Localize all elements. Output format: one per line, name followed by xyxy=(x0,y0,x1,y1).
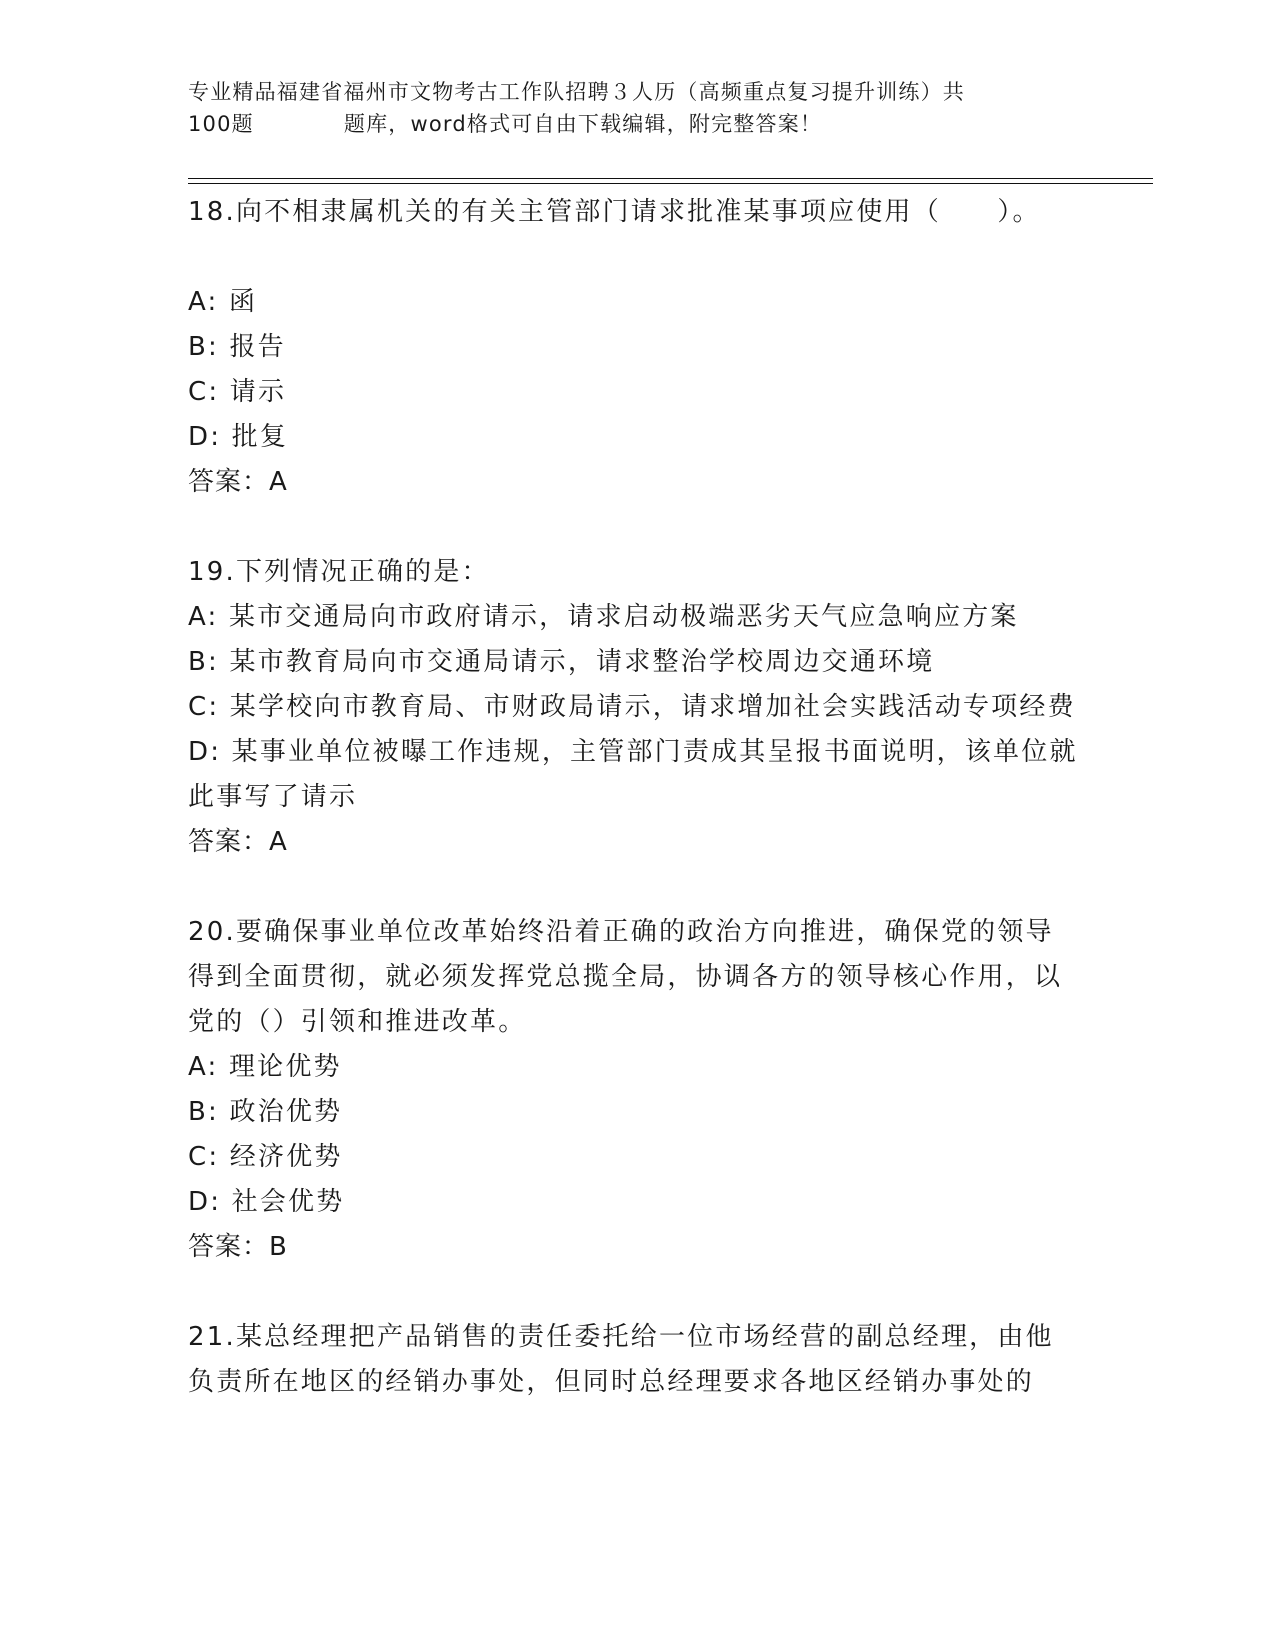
header-line-2 xyxy=(188,108,1078,140)
header-divider-bottom xyxy=(188,183,1153,184)
question-20 xyxy=(188,910,1078,1270)
option-d: D: 批复 xyxy=(188,422,289,452)
option-a: A: 某市交通局向市政府请示，请求启动极端恶劣天气应急响应方案 xyxy=(188,602,1019,632)
answer-label: 答案：A xyxy=(188,467,288,497)
document-header xyxy=(188,76,1078,140)
header-description: 题库，word格式可自由下载编辑，附完整答案！ xyxy=(343,112,823,136)
option-b: B: 某市教育局向市交通局请示，请求整治学校周边交通环境 xyxy=(188,647,935,677)
question-19 xyxy=(188,550,1078,865)
header-divider-top xyxy=(188,178,1153,179)
header-line-1: 专业精品福建省福州市文物考古工作队招聘３人历（高频重点复习提升训练）共 xyxy=(188,80,965,104)
option-d: D: 某事业单位被曝工作违规，主管部门责成其呈报书面说明，该单位就此事写了请示 xyxy=(188,737,1078,812)
question-21 xyxy=(188,1315,1078,1405)
header-count: 100题 xyxy=(188,112,254,136)
question-18 xyxy=(188,190,1078,505)
option-b: B: 政治优势 xyxy=(188,1097,343,1127)
question-list xyxy=(188,190,1078,1405)
option-b: B: 报告 xyxy=(188,332,286,362)
answer-label: 答案：B xyxy=(188,1232,288,1262)
option-c: C: 某学校向市教育局、市财政局请示，请求增加社会实践活动专项经费 xyxy=(188,692,1076,722)
option-a: A: 理论优势 xyxy=(188,1052,342,1082)
option-c: C: 请示 xyxy=(188,377,287,407)
answer-label: 答案：A xyxy=(188,827,288,857)
question-stem: 20.要确保事业单位改革始终沿着正确的政治方向推进，确保党的领导得到全面贯彻，就必须发挥党总揽全局，协调各方的领导核心作用，以党的（）引领和推进改革。 xyxy=(188,917,1063,1037)
option-d: D: 社会优势 xyxy=(188,1187,345,1217)
question-stem: 19.下列情况正确的是： xyxy=(188,557,490,587)
question-stem: 18.向不相隶属机关的有关主管部门请求批准某事项应使用（ ）。 xyxy=(188,197,1041,227)
option-a: A: 函 xyxy=(188,287,258,317)
option-c: C: 经济优势 xyxy=(188,1142,343,1172)
question-stem: 21.某总经理把产品销售的责任委托给一位市场经营的副总经理，由他负责所在地区的经销办事处，但同时总经理要求各地区经销办事处的 xyxy=(188,1322,1054,1397)
